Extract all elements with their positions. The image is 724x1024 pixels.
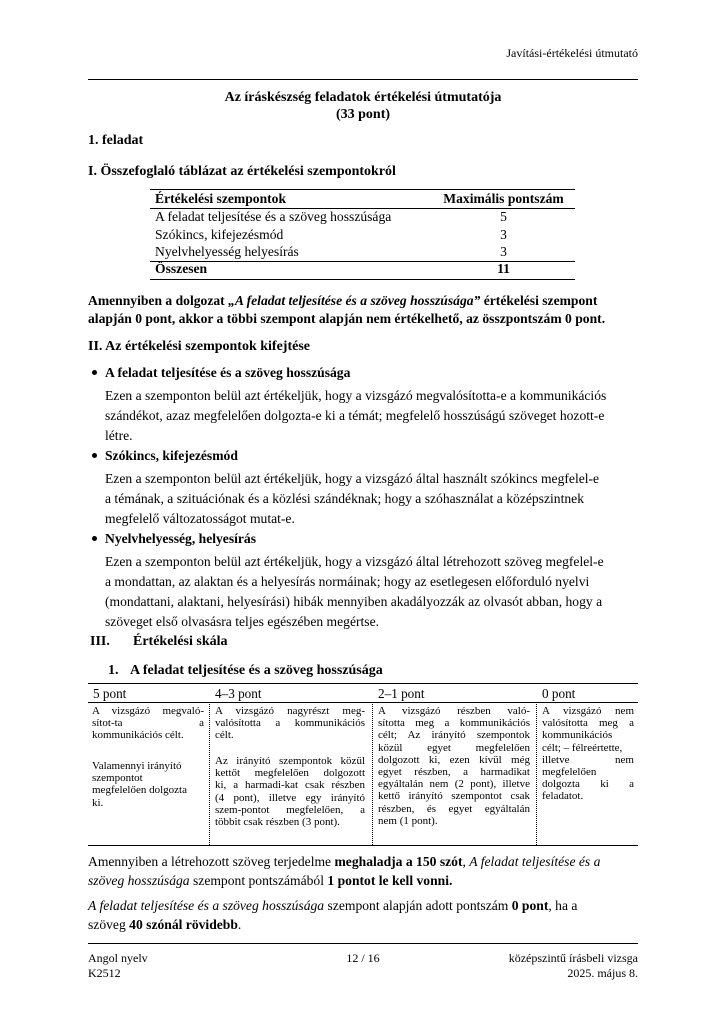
scale-cell-line: valósította a kommunikációs (215, 717, 365, 730)
scale-cell-line: szempontot (92, 772, 143, 785)
warning-text: értékelési szempont (480, 293, 598, 308)
scale-header-0: 0 pont (542, 686, 576, 701)
note-bold: 1 pontot le kell vonni. (327, 873, 453, 888)
section-3-number: III. (90, 634, 110, 649)
scale-cell-line: dolgozta ki a (542, 778, 634, 791)
scale-cell-5-points (92, 760, 204, 809)
criterion-description (105, 386, 640, 446)
note-italic: A feladat teljesítése és a (469, 854, 601, 869)
summary-table-total (150, 261, 575, 279)
summary-table-bottom-rule (150, 279, 575, 280)
section-3-heading: Értékelési skála (133, 634, 228, 649)
scale-cell-line: A vizsgázó megvaló- (92, 705, 204, 717)
criterion-line: (mondattani, alaktani, helyesírási) hibák mennyiben akadályozzák az olvasót abban, hogy a (105, 594, 603, 609)
criterion-line: Ezen a szemponton belül azt értékeljük, hogy a vizsgázó által létrehozott szöveg megfelel-e (105, 554, 604, 569)
scale-cell-line: többit csak részben (3 pont). (215, 816, 340, 829)
page-number: 12 / 16 (346, 951, 380, 965)
note-text: szempont pontszámából (189, 873, 328, 888)
note-2-line-1 (88, 896, 648, 916)
scale-cell-2-1 (378, 705, 530, 827)
summary-table-body (150, 209, 575, 262)
criterion-line: Ezen a szemponton belül azt értékeljük, hogy a vizsgázó által használt szókincs megfelel-e (105, 471, 600, 486)
footer-code: K2512 (88, 966, 121, 980)
scale-cell-4-3-points (215, 755, 365, 828)
scale-header-5: 5 pont (93, 686, 127, 701)
criterion-line: szöveget első olvasásra teljes egészében megértse. (105, 614, 380, 629)
task-heading: 1. feladat (88, 133, 144, 148)
scale-cell-line: feladatot. (542, 790, 584, 803)
note-2-line-2 (88, 915, 638, 935)
footer-date: 2025. május 8. (567, 966, 638, 980)
criterion-title: A feladat teljesítése és a szöveg hosszúsága (105, 365, 351, 380)
footer-rule (88, 943, 638, 944)
criterion-description (105, 552, 640, 632)
note-bold: meghaladja a 150 szót (334, 854, 463, 869)
scale-cell-0 (542, 705, 634, 803)
scale-cell-line: célt; – félreértette, (542, 741, 623, 754)
page-subtitle: (33 pont) (335, 107, 391, 122)
section-1-heading: I. Összefoglaló táblázat az értékelési szempontokról (88, 164, 396, 179)
note-bold: 0 pont (511, 898, 549, 913)
warning-line-2: alapján 0 pont, akkor a többi szempont alapján nem értékelhető, az összpontszám 0 pont. (88, 311, 606, 326)
scale-cell-line: ki, a harmadi-kat csak részben (215, 779, 365, 792)
scale-cell-line: kettő irányító szempontot csak (378, 790, 530, 803)
section-2-heading: II. Az értékelési szempontok kifejtése (88, 339, 311, 354)
bullet-icon (92, 453, 97, 458)
scale-cell-line: részben, és egyet egyáltalán (378, 802, 530, 815)
header-rule (88, 79, 638, 80)
note-italic: A feladat teljesítése és a szöveg hosszúsága (88, 898, 325, 913)
scale-cell-line: (4 pont), illetve egy irányító (215, 791, 365, 804)
scale-cell-line: Az irányító szempontok közül (215, 755, 365, 767)
criterion-line: létre. (105, 428, 133, 443)
summary-row-label: Szókincs, kifejezésmód (155, 226, 284, 242)
scale-cell-line: kommunikációs (542, 729, 613, 742)
scale-cell-line: sította meg a kommunikációs (378, 717, 530, 730)
scale-cell-line: sítot-ta a (92, 717, 204, 730)
summary-row-value: 3 (500, 226, 507, 242)
criterion-line: megfelelő változatosságot mutat-e. (105, 511, 295, 526)
scale-cell-line: ki. (92, 796, 104, 809)
scale-cell-line: nem (1 pont). (378, 814, 438, 827)
scale-header-2-1: 2–1 pont (378, 686, 425, 701)
scale-table-bottom-rule (88, 845, 638, 846)
criterion-title: Nyelvhelyesség, helyesírás (105, 531, 257, 546)
summary-row-value: 3 (500, 244, 507, 259)
scale-cell-line: A vizsgázó nagyrészt meg- (215, 705, 365, 717)
scale-cell-line: A vizsgázó nem (542, 705, 634, 717)
scale-cell-line: egyáltalán nem (2 pont), illetve (378, 778, 530, 791)
scale-cell-line: kettőt megfelelően dolgozott (215, 767, 365, 780)
scale-col-divider (372, 702, 373, 845)
scale-cell-line: kommunikációs célt. (92, 729, 184, 742)
note-1-line-1 (88, 852, 648, 872)
summary-total-label: Összesen (155, 261, 208, 276)
criterion-title: Szókincs, kifejezésmód (105, 448, 238, 463)
scale-title: A feladat teljesítése és a szöveg hosszúsága (130, 663, 383, 678)
criterion-description (105, 469, 640, 529)
note-text: szöveg (88, 917, 130, 932)
table-row (150, 261, 575, 279)
scale-title-number: 1. (108, 663, 119, 678)
summary-row-value: 5 (500, 209, 507, 224)
scale-cell-line: megfelelően dolgozta (92, 784, 187, 797)
warning-line-1 (88, 291, 638, 311)
scale-cell-line: célt. (215, 729, 234, 742)
summary-row-label: Nyelvhelyesség helyesírás (155, 244, 299, 259)
summary-table-header (150, 191, 575, 209)
footer-right (388, 951, 638, 981)
scale-cell-line: valósította meg a (542, 717, 634, 730)
running-header: Javítási-értékelési útmutató (506, 46, 638, 60)
note-text: . (237, 917, 242, 932)
warning-text: Amennyiben a dolgozat (88, 293, 229, 308)
scale-cell-line: Valamennyi irányító (92, 760, 182, 772)
summary-table-top-rule (150, 189, 575, 190)
summary-row-label: A feladat teljesítése és a szöveg hosszúsága (155, 209, 392, 224)
scale-cell-line: célt; Az irányító szempontok (378, 729, 530, 742)
scale-cell-line: egyet részben, a harmadikat (378, 766, 530, 779)
scale-cell-4-3-goal (215, 705, 365, 742)
scale-table-top-rule (88, 683, 638, 684)
note-1-line-2 (88, 871, 638, 891)
footer-subject: Angol nyelv (88, 951, 148, 965)
table-row (150, 244, 575, 262)
criterion-line: szándékot, azaz megfelelően dolgozta-e ki a témát; megfelelő hosszúságú szöveget hozott-e (105, 408, 605, 423)
note-italic: szöveg hosszúsága (88, 873, 190, 888)
scale-cell-line: közül egyet megfelelően (378, 741, 530, 754)
scale-header-4-3: 4–3 pont (215, 686, 262, 701)
table-row (150, 209, 575, 227)
scale-col-divider (209, 702, 210, 845)
table-row (150, 227, 575, 245)
scale-cell-line: A vizsgázó részben való- (378, 705, 530, 717)
scale-cell-line: dolgozott ki, ezen kívül még (378, 753, 530, 766)
note-text: Amennyiben a létrehozott szöveg terjedelme (88, 854, 335, 869)
criterion-line: Ezen a szemponton belül azt értékeljük, hogy a vizsgázó megvalósította-e a kommunikációs (105, 388, 607, 403)
criterion-line: a mondattan, az alaktan és a helyesírás normáinak; hogy az esetlegesen előforduló nyelvi (105, 574, 590, 589)
summary-table (150, 191, 575, 209)
scale-cell-line: szem-pontot megfelelően, a (215, 803, 365, 816)
summary-col1-header: Értékelési szempontok (155, 191, 287, 206)
scale-cell-line: illetve nem (542, 753, 634, 766)
scale-col-divider (536, 702, 537, 845)
page-title: Az íráskészség feladatok értékelési útmutatója (224, 90, 502, 105)
bullet-icon (92, 536, 97, 541)
note-bold: 40 szónál rövidebb (129, 917, 238, 932)
scale-cell-5-goal (92, 705, 204, 742)
criterion-line: a témának, a szituációnak és a közlési szándéknak; hogy a szóhasználat a középszintnek (105, 491, 584, 506)
note-text: szempont alapján adott pontszám (324, 898, 512, 913)
note-text: , ha a (548, 898, 578, 913)
summary-total-value: 11 (497, 261, 510, 276)
note-text: , (462, 854, 470, 869)
summary-col2-header: Maximális pontszám (443, 191, 564, 206)
scale-cell-line: megfelelően (542, 766, 597, 779)
footer-exam-level: középszintű írásbeli vizsga (508, 951, 638, 965)
bullet-icon (92, 370, 97, 375)
warning-quote: „A feladat teljesítése és a szöveg hosszúsága” (228, 293, 481, 308)
scale-table-header-rule (88, 702, 638, 703)
